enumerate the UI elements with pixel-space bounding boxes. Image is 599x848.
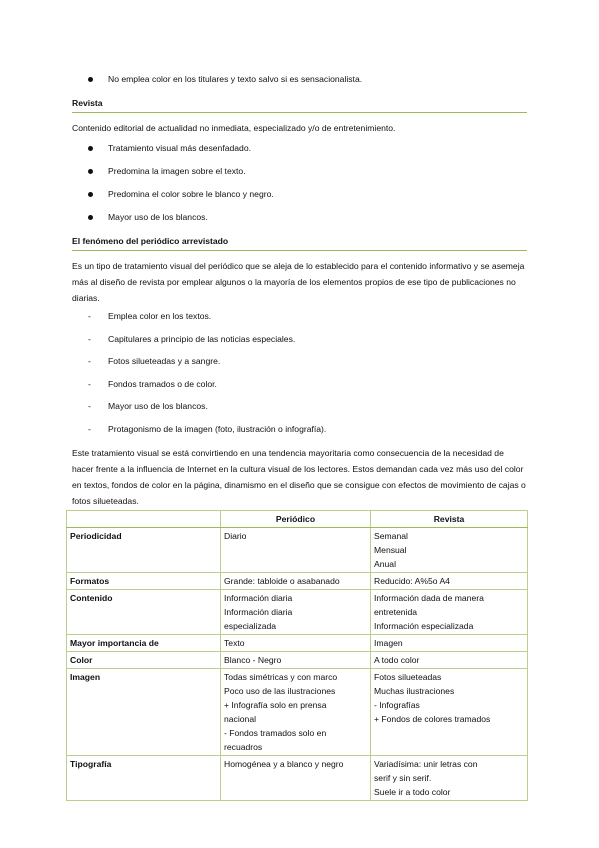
cell-revista <box>371 756 528 801</box>
cell-revista <box>371 652 528 669</box>
bullet-dot <box>88 143 93 154</box>
cell-line: Muchas ilustraciones <box>374 686 455 696</box>
cell-line: Diario <box>224 531 247 541</box>
section-heading-revista: Revista <box>72 98 527 113</box>
comparison-table <box>66 510 528 801</box>
bullet-dot <box>88 189 93 200</box>
cell-line: recuadros <box>224 742 263 752</box>
cell-line: Poco uso de las ilustraciones <box>224 686 336 696</box>
cell-line: Información diaria <box>224 593 293 603</box>
cell-line: Homogénea y a blanco y negro <box>224 759 344 769</box>
cell-line: Anual <box>374 559 396 569</box>
dash-marker: - <box>88 311 91 321</box>
row-label: Formatos <box>67 573 221 590</box>
cell-revista <box>371 528 528 573</box>
table-row <box>67 573 528 590</box>
row-label: Periodicidad <box>67 528 221 573</box>
list-item-text: Tratamiento visual más desenfadado. <box>108 143 251 153</box>
cell-line: Semanal <box>374 531 408 541</box>
cell-line: + Infografía solo en prensa <box>224 700 327 710</box>
dash-marker: - <box>88 379 91 389</box>
cell-line: A todo color <box>374 655 420 665</box>
list-item-text: Fotos silueteadas y a sangre. <box>108 356 221 366</box>
row-label: Contenido <box>67 590 221 635</box>
table-row <box>67 652 528 669</box>
list-item-text: Mayor uso de los blancos. <box>108 212 208 222</box>
list-item-text: Capitulares a principio de las noticias especiales. <box>108 334 296 344</box>
paragraph: Contenido editorial de actualidad no inmediata, especializado y/o de entretenimiento. <box>72 123 396 133</box>
cell-line: entretenida <box>374 607 418 617</box>
row-label: Imagen <box>67 669 221 756</box>
list-item-text: Predomina el color sobre le blanco y negro. <box>108 189 274 199</box>
cell-line: Blanco - Negro <box>224 655 282 665</box>
cell-revista <box>371 590 528 635</box>
list-item-text: Mayor uso de los blancos. <box>108 401 208 411</box>
paragraph: Es un tipo de tratamiento visual del periódico que se aleja de lo establecido para el contenido informativo y se asemeja más al diseño de revista por emplear algunos o la mayoría de los elementos propios de ese tipo de publicaciones no diarias. <box>72 261 525 303</box>
cell-revista <box>371 669 528 756</box>
cell-line: Reducido: A%5o A4 <box>374 576 450 586</box>
list-item-text: Predomina la imagen sobre el texto. <box>108 166 246 176</box>
dash-marker: - <box>88 334 91 344</box>
cell-line: Información especializada <box>374 621 474 631</box>
cell-line: nacional <box>224 714 257 724</box>
dash-marker: - <box>88 356 91 366</box>
table-row <box>67 590 528 635</box>
cell-line: serif y sin serif. <box>374 773 432 783</box>
cell-periodico <box>221 652 371 669</box>
cell-line: Texto <box>224 638 245 648</box>
table-row <box>67 756 528 801</box>
cell-line: Suele ir a todo color <box>374 787 451 797</box>
table-row <box>67 635 528 652</box>
cell-line: Mensual <box>374 545 407 555</box>
table-row <box>67 528 528 573</box>
row-label: Mayor importancia de <box>67 635 221 652</box>
cell-periodico <box>221 635 371 652</box>
list-item-text: Protagonismo de la imagen (foto, ilustración o infografía). <box>108 424 327 434</box>
cell-line: Imagen <box>374 638 403 648</box>
table-row <box>67 669 528 756</box>
list-item-text: Fondos tramados o de color. <box>108 379 217 389</box>
row-label: Color <box>67 652 221 669</box>
cell-line: Grande: tabloide o asabanado <box>224 576 340 586</box>
table-header-row <box>67 511 528 528</box>
paragraph: Este tratamiento visual se está convirtiendo en una tendencia mayoritaria como consecuencia de la necesidad de hacer frente a la influencia de Internet en la cultura visual de los lectores. Estos demandan cada vez más uso del color en textos, fondos de color en la página, dinamismo en el diseño que se consigue con efectos de movimiento de cajas o fotos silueteadas. <box>72 448 526 506</box>
cell-line: - Fondos tramados solo en <box>224 728 327 738</box>
cell-periodico <box>221 590 371 635</box>
cell-revista <box>371 573 528 590</box>
dash-marker: - <box>88 424 91 434</box>
cell-periodico <box>221 756 371 801</box>
bullet-dot <box>88 74 93 85</box>
cell-line: especializada <box>224 621 277 631</box>
cell-line: + Fondos de colores tramados <box>374 714 491 724</box>
cell-periodico <box>221 573 371 590</box>
cell-line: Variadísima: unir letras con <box>374 759 478 769</box>
bullet-dot <box>88 212 93 223</box>
cell-periodico <box>221 669 371 756</box>
cell-line: Todas simétricas y con marco <box>224 672 338 682</box>
cell-revista <box>371 635 528 652</box>
cell-periodico <box>221 528 371 573</box>
list-item-text: No emplea color en los titulares y texto salvo si es sensacionalista. <box>108 74 363 84</box>
section-heading-fenomeno: El fenómeno del periódico arrevistado <box>72 236 527 251</box>
cell-line: Fotos silueteadas <box>374 672 442 682</box>
table-header-cell: Periódico <box>221 511 371 528</box>
cell-line: Información dada de manera <box>374 593 484 603</box>
bullet-dot <box>88 166 93 177</box>
table-header-cell <box>67 511 221 528</box>
cell-line: - Infografías <box>374 700 420 710</box>
list-item-text: Emplea color en los textos. <box>108 311 212 321</box>
table-header-cell: Revista <box>371 511 528 528</box>
dash-marker: - <box>88 401 91 411</box>
cell-line: Información diaria <box>224 607 293 617</box>
row-label: Tipografía <box>67 756 221 801</box>
